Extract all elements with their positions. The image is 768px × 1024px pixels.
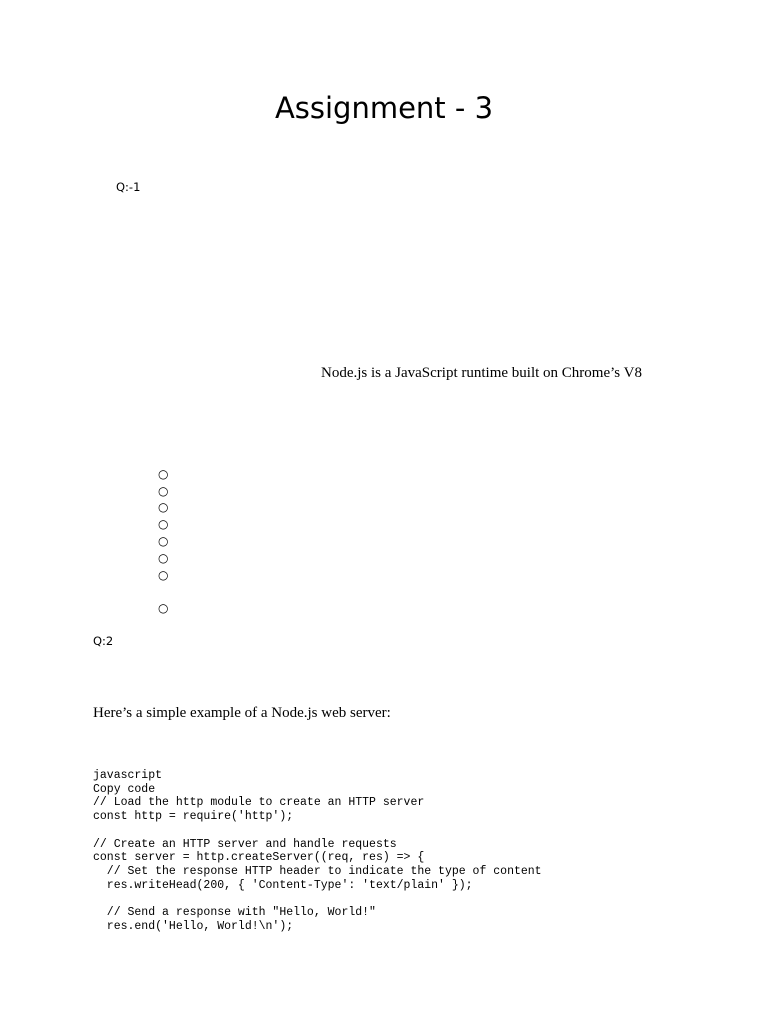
question-2-label: Q:2: [93, 634, 114, 648]
question-1-label: Q:-1: [116, 180, 141, 194]
list-item: ○: [158, 551, 169, 565]
code-line: const http = require('http');: [93, 810, 294, 824]
code-line: javascript: [93, 769, 163, 782]
list-item: ○: [158, 601, 169, 615]
list-item: ○: [158, 534, 169, 548]
code-block: [93, 769, 542, 933]
question-2-intro-text: Here’s a simple example of a Node.js web server:: [93, 705, 391, 721]
list-item: ○: [158, 568, 169, 582]
list-item: ○: [158, 484, 169, 498]
list-item: ○: [158, 467, 169, 481]
code-line: // Load the http module to create an HTTP server: [93, 796, 425, 810]
question-1-intro-text: Node.js is a JavaScript runtime built on Chrome’s V8: [321, 365, 642, 381]
list-item: ○: [158, 500, 169, 514]
code-line: const server = http.createServer((req, res) => {: [93, 851, 425, 865]
document-title: Assignment - 3: [274, 91, 494, 125]
code-line: res.writeHead(200, { 'Content-Type': 'text/plain' });: [93, 878, 473, 892]
code-line: [93, 824, 542, 838]
code-line: [93, 892, 542, 906]
code-line: // Send a response with "Hello, World!": [93, 906, 376, 920]
list-item: ○: [158, 517, 169, 531]
code-line: res.end('Hello, World!\n');: [93, 919, 294, 933]
code-line: // Create an HTTP server and handle requests: [93, 837, 397, 851]
code-line: // Set the response HTTP header to indicate the type of content: [93, 864, 542, 878]
code-line: Copy code: [93, 782, 156, 796]
